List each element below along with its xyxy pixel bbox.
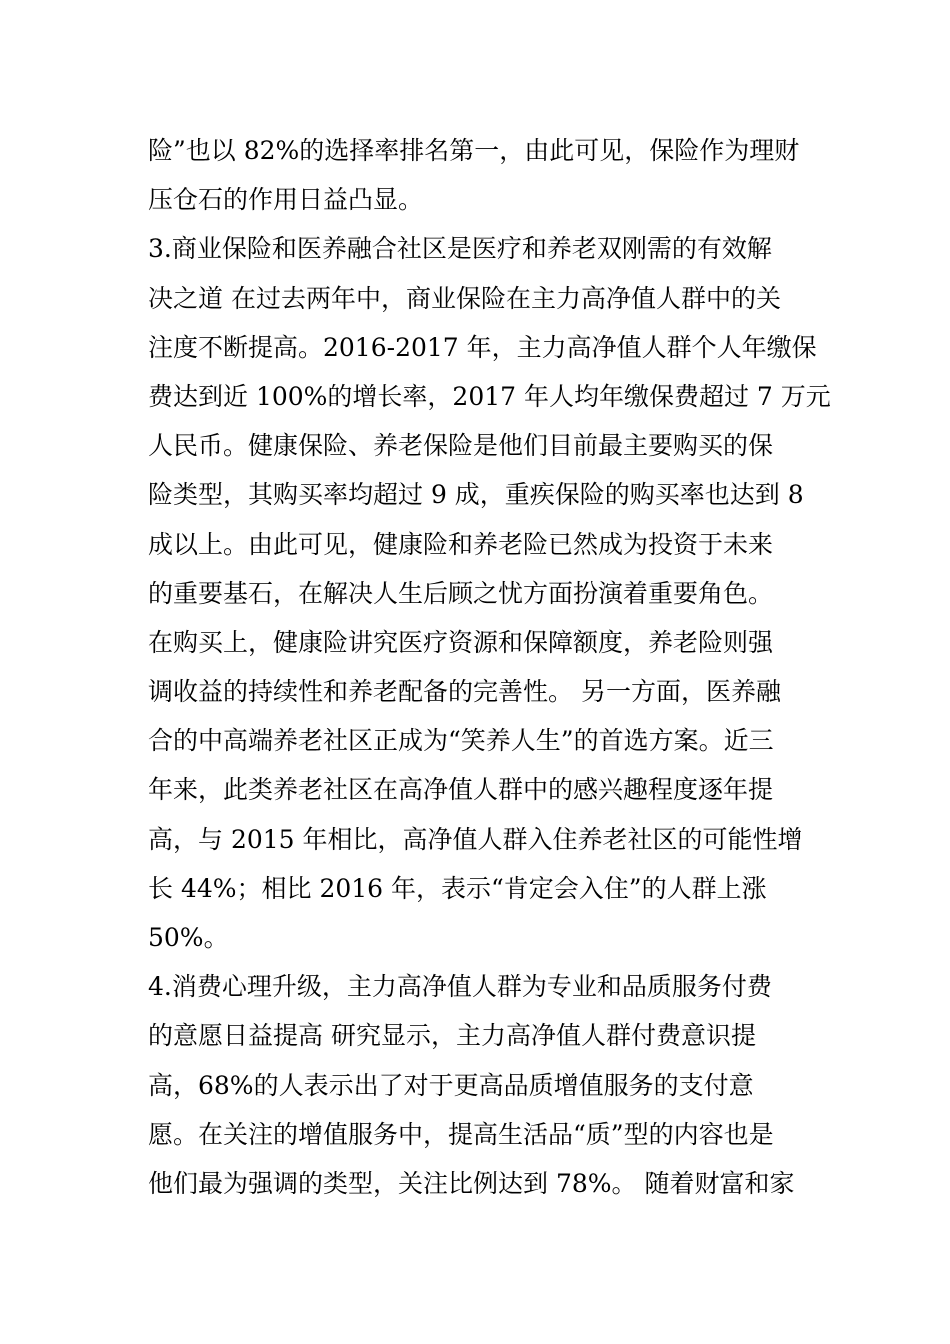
text-line-2: 压仓石的作用日益凸显。 [148, 185, 424, 215]
text-line-6: 费达到近 100%的增长率，2017 年人均年缴保费超过 7 万元 [148, 381, 831, 411]
text-line-12: 调收益的持续性和养老配备的完善性。 另一方面，医养融 [148, 677, 781, 707]
text-line-13: 合的中高端养老社区正成为“笑养人生”的首选方案。近三 [148, 726, 774, 756]
text-line-4: 决之道 在过去两年中，商业保险在主力高净值人群中的关 [148, 283, 781, 313]
text-line-17: 50%。 [148, 923, 229, 952]
text-line-5: 注度不断提高。2016-2017 年，主力高净值人群个人年缴保 [148, 332, 817, 362]
text-line-14: 年来，此类养老社区在高净值人群中的感兴趣程度逐年提 [148, 775, 774, 805]
text-line-7: 人民币。健康保险、养老保险是他们目前最主要购买的保 [148, 431, 774, 461]
text-line-20: 高，68%的人表示出了对于更高品质增值服务的支付意 [148, 1070, 754, 1100]
text-line-3: 3.商业保险和医养融合社区是医疗和养老双刚需的有效解 [148, 234, 772, 264]
text-line-8: 险类型，其购买率均超过 9 成，重疾保险的购买率也达到 8 [148, 480, 804, 510]
text-line-19: 的意愿日益提高 研究显示，主力高净值人群付费意识提 [148, 1021, 756, 1051]
text-line-9: 成以上。由此可见，健康险和养老险已然成为投资于未来 [148, 529, 774, 559]
text-line-16: 长 44%；相比 2016 年，表示“肯定会入住”的人群上涨 [148, 873, 767, 903]
text-line-18: 4.消费心理升级，主力高净值人群为专业和品质服务付费 [148, 972, 772, 1002]
text-line-15: 高，与 2015 年相比，高净值人群入住养老社区的可能性增 [148, 824, 803, 854]
text-line-10: 的重要基石，在解决人生后顾之忧方面扮演着重要角色。 [148, 578, 774, 608]
body-text [148, 126, 831, 1208]
text-line-1: 险”也以 82%的选择率排名第一，由此可见，保险作为理财 [148, 136, 800, 165]
text-line-11: 在购买上，健康险讲究医疗资源和保障额度，养老险则强 [148, 627, 774, 657]
text-line-21: 愿。在关注的增值服务中，提高生活品“质”型的内容也是 [148, 1119, 774, 1149]
text-line-22: 他们最为强调的类型，关注比例达到 78%。 随着财富和家 [148, 1168, 795, 1198]
